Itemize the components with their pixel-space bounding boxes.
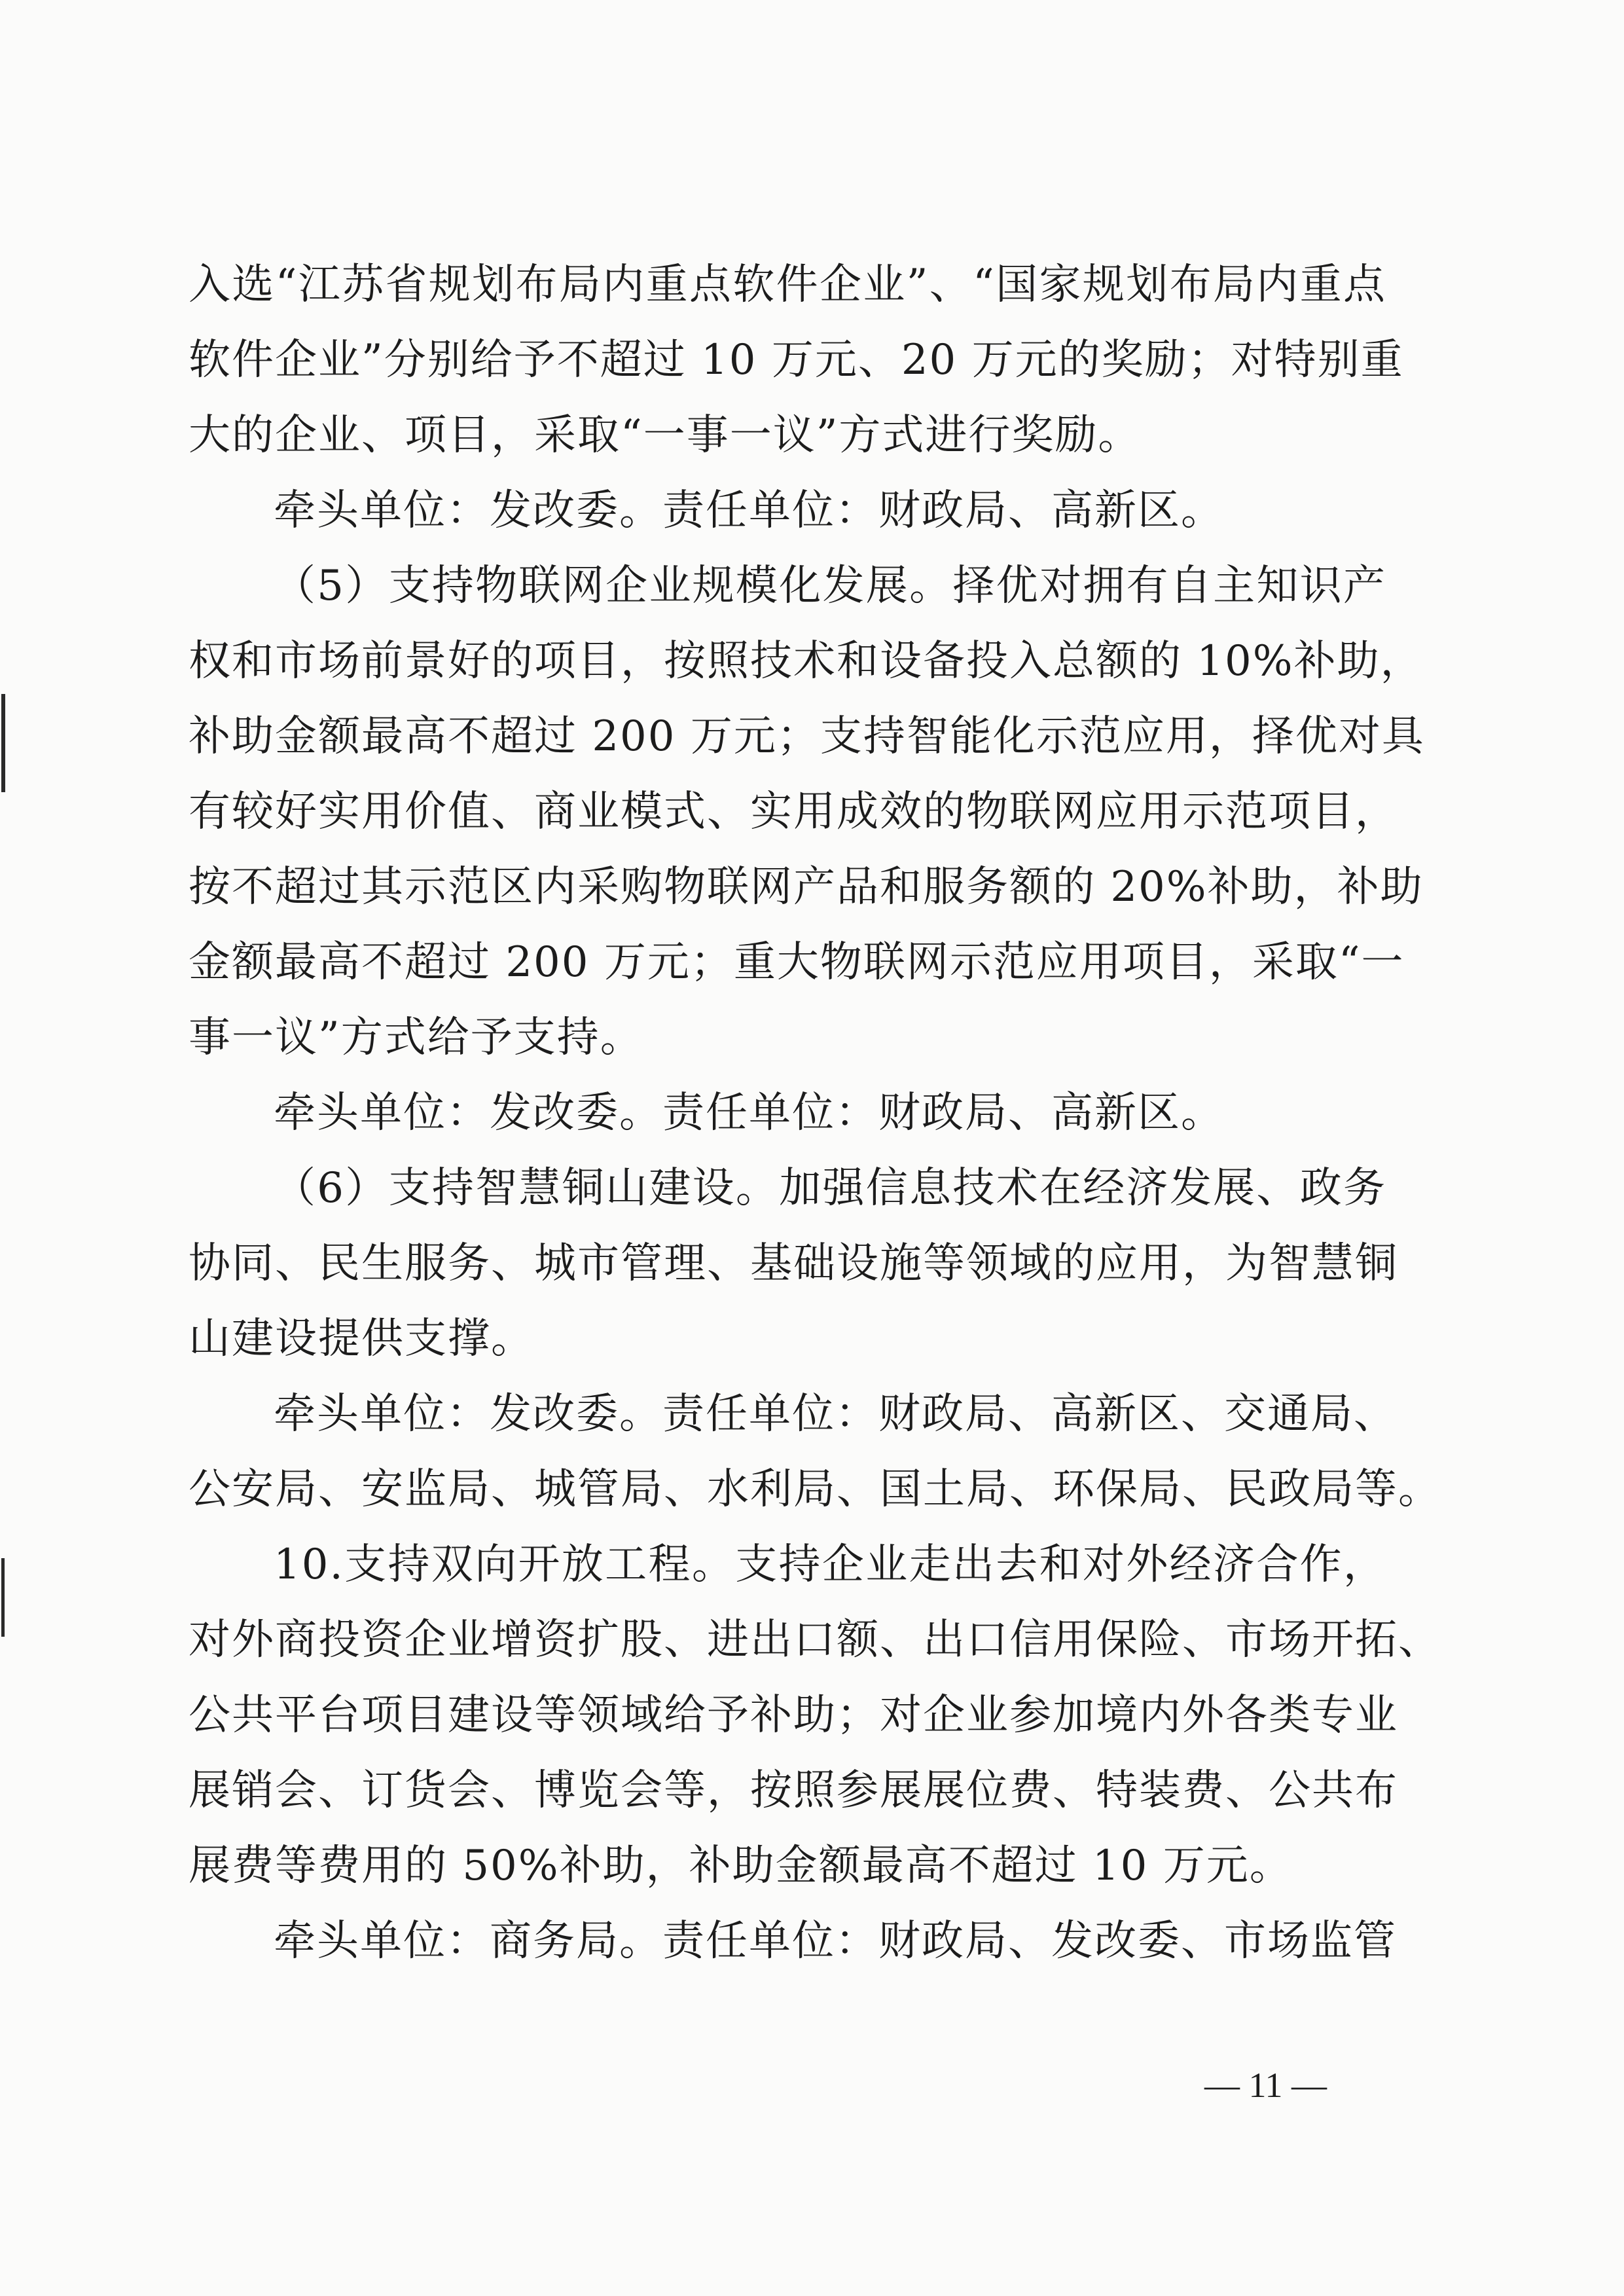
text-line: 展销会、订货会、博览会等，按照参展展位费、特装费、公共布 — [189, 1766, 1398, 1815]
text-line: 入选“江苏省规划布局内重点软件企业”、“国家规划布局内重点 — [189, 261, 1386, 309]
lead-unit-line: 牵头单位：商务局。责任单位：财政局、发改委、市场监管 — [274, 1917, 1397, 1965]
text-line: 软件企业”分别给予不超过 10 万元、20 万元的奖励；对特别重 — [189, 336, 1404, 384]
scan-edge-mark — [1, 694, 5, 792]
page-number: — 11 — — [1204, 2066, 1327, 2105]
text-line: 协同、民生服务、城市管理、基础设施等领域的应用，为智慧铜 — [189, 1239, 1398, 1288]
scan-edge-mark — [1, 1558, 5, 1637]
lead-unit-line: 牵头单位：发改委。责任单位：财政局、高新区、交通局、 — [274, 1390, 1397, 1438]
text-line: 山建设提供支撑。 — [189, 1315, 534, 1363]
text-line: 大的企业、项目，采取“一事一议”方式进行奖励。 — [189, 411, 1142, 460]
text-line: 公安局、安监局、城管局、水利局、国土局、环保局、民政局等。 — [189, 1465, 1441, 1514]
text-line: （5）支持物联网企业规模化发展。择优对拥有自主知识产 — [274, 562, 1386, 610]
text-line: 事一议”方式给予支持。 — [189, 1013, 643, 1062]
lead-unit-line: 牵头单位：发改委。责任单位：财政局、高新区。 — [274, 486, 1224, 535]
text-line: 补助金额最高不超过 200 万元；支持智能化示范应用，择优对具 — [189, 712, 1425, 761]
text-line: 按不超过其示范区内采购物联网产品和服务额的 20%补助，补助 — [189, 863, 1424, 911]
text-line: （6）支持智慧铜山建设。加强信息技术在经济发展、政务 — [274, 1164, 1386, 1212]
text-line: 对外商投资企业增资扩股、进出口额、出口信用保险、市场开拓、 — [189, 1616, 1441, 1664]
text-line: 有较好实用价值、商业模式、实用成效的物联网应用示范项目， — [189, 788, 1398, 836]
text-line: 10.支持双向开放工程。支持企业走出去和对外经济合作， — [274, 1540, 1386, 1589]
text-line: 权和市场前景好的项目，按照技术和设备投入总额的 10%补助， — [189, 637, 1424, 685]
lead-unit-line: 牵头单位：发改委。责任单位：财政局、高新区。 — [274, 1089, 1224, 1137]
text-line: 公共平台项目建设等领域给予补助；对企业参加境内外各类专业 — [189, 1691, 1398, 1740]
text-line: 金额最高不超过 200 万元；重大物联网示范应用项目，采取“一 — [189, 938, 1405, 987]
text-line: 展费等费用的 50%补助，补助金额最高不超过 10 万元。 — [189, 1842, 1293, 1890]
